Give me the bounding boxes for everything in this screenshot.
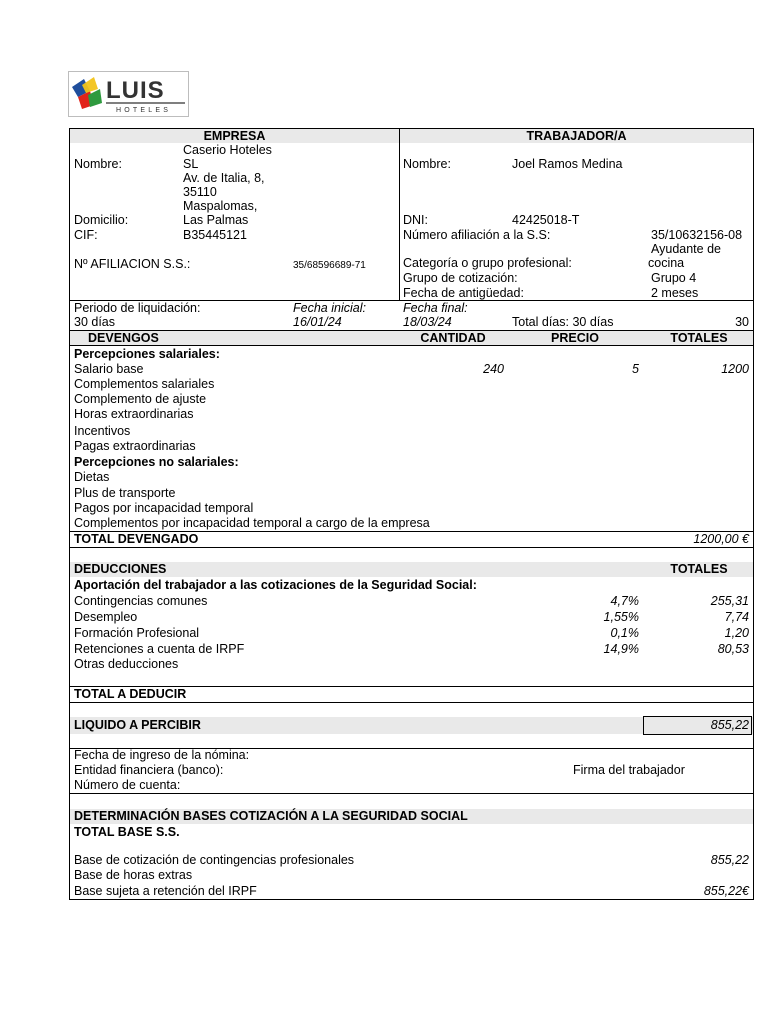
periodo-label: Periodo de liquidación: (74, 301, 201, 315)
list-item: Incentivos (74, 424, 131, 438)
trabajador-header: TRABAJADOR/A (526, 129, 627, 143)
base-contingencias-value: 855,22 (710, 853, 749, 867)
trabajador-afiliacion-label: Número afiliación a la S.S: (403, 228, 551, 242)
empresa-nombre-label: Nombre: (74, 157, 122, 171)
col-cantidad: CANTIDAD (420, 331, 486, 345)
base-horas-label: Base de horas extras (74, 868, 193, 882)
base-irpf-label: Base sujeta a retención del IRPF (74, 884, 257, 898)
deduccion-pct: 14,9% (603, 642, 639, 656)
list-item: Pagas extraordinarias (74, 439, 196, 453)
percepciones-no-salariales-heading: Percepciones no salariales: (74, 455, 239, 469)
total-deducir-label: TOTAL A DEDUCIR (74, 687, 187, 701)
entidad-label: Entidad financiera (banco): (74, 763, 224, 777)
deduccion-label: Formación Profesional (74, 626, 200, 640)
deduccion-total: 255,31 (710, 594, 749, 608)
periodo-dias: 30 días (74, 315, 116, 329)
deducciones-header: DEDUCCIONES (74, 562, 167, 576)
empresa-cif: B35445121 (183, 228, 247, 242)
trabajador-nombre: Joel Ramos Medina (512, 157, 623, 171)
empresa-domicilio-line2: 35110 (183, 185, 217, 199)
empresa-cif-label: CIF: (74, 228, 98, 242)
logo-name: LUIS (106, 77, 165, 104)
trabajador-categoria-line2: cocina (648, 256, 685, 270)
empresa-header: EMPRESA (203, 129, 266, 143)
total-devengado-value: 1200,00 € (693, 532, 749, 546)
trabajador-antiguedad: 2 meses (651, 286, 699, 300)
empresa-domicilio-line1: Av. de Italia, 8, (183, 171, 265, 185)
list-item: Complementos por incapacidad temporal a cargo de la empresa (74, 516, 430, 530)
salario-total: 1200 (721, 362, 749, 376)
logo-sub: HOTELES (116, 107, 172, 114)
total-dias-value: 30 (735, 315, 749, 329)
deduccion-pct: 0,1% (610, 626, 639, 640)
salario-base-label: Salario base (74, 362, 144, 376)
col-precio: PRECIO (551, 331, 599, 345)
deduccion-label: Contingencias comunes (74, 594, 208, 608)
empresa-domicilio-line3: Maspalomas, (183, 199, 258, 213)
trabajador-antiguedad-label: Fecha de antigüedad: (403, 286, 524, 300)
fecha-final-label: Fecha final: (403, 301, 468, 315)
trabajador-afiliacion: 35/10632156-08 (651, 228, 743, 242)
total-base-ss: TOTAL BASE S.S. (74, 825, 180, 839)
empresa-afiliacion-label: Nº AFILIACION S.S.: (74, 257, 191, 271)
salario-precio: 5 (632, 362, 639, 376)
liquido-value: 855,22 (710, 718, 749, 732)
total-devengado-label: TOTAL DEVENGADO (74, 532, 199, 546)
list-item: Dietas (74, 470, 110, 484)
list-item: Plus de transporte (74, 486, 176, 500)
fecha-inicial: 16/01/24 (293, 315, 342, 329)
deducciones-col-totales: TOTALES (670, 562, 728, 576)
trabajador-dni-label: DNI: (403, 213, 428, 227)
list-item: Complemento de ajuste (74, 392, 207, 406)
trabajador-grupo-label: Grupo de cotización: (403, 271, 518, 285)
fecha-ingreso-label: Fecha de ingreso de la nómina: (74, 748, 250, 762)
fecha-final: 18/03/24 (403, 315, 452, 329)
empresa-nombre-line1: Caserio Hoteles (183, 143, 272, 157)
cuenta-label: Número de cuenta: (74, 778, 181, 792)
bases-header: DETERMINACIÓN BASES COTIZACIÓN A LA SEGURIDAD SOCIAL (74, 809, 468, 823)
list-item: Complementos salariales (74, 377, 215, 391)
list-item: Pagos por incapacidad temporal (74, 501, 254, 515)
empresa-domicilio-line4: Las Palmas (183, 213, 249, 227)
trabajador-categoria-line1: Ayudante de (651, 242, 721, 256)
fecha-inicial-label: Fecha inicial: (293, 301, 366, 315)
deduccion-total: 7,74 (724, 610, 749, 624)
deduccion-pct: 4,7% (610, 594, 639, 608)
total-dias-label: Total días: 30 días (512, 315, 614, 329)
percepciones-salariales-heading: Percepciones salariales: (74, 347, 220, 361)
deduccion-pct: 1,55% (603, 610, 639, 624)
liquido-label: LIQUIDO A PERCIBIR (74, 718, 201, 732)
base-irpf-value: 855,22€ (703, 884, 749, 898)
trabajador-grupo: Grupo 4 (651, 271, 697, 285)
trabajador-categoria-label: Categoría o grupo profesional: (403, 256, 572, 270)
deduccion-label: Desempleo (74, 610, 138, 624)
otras-deducciones: Otras deducciones (74, 657, 179, 671)
empresa-nombre-line2: SL (183, 157, 199, 171)
list-item: Horas extraordinarias (74, 407, 194, 421)
salario-cantidad: 240 (483, 362, 504, 376)
aportacion-heading: Aportación del trabajador a las cotizaciones de la Seguridad Social: (74, 578, 477, 592)
base-contingencias-label: Base de cotización de contingencias profesionales (74, 853, 355, 867)
luis-hoteles-logo (68, 71, 189, 117)
trabajador-nombre-label: Nombre: (403, 157, 451, 171)
devengos-header: DEVENGOS (88, 331, 159, 345)
empresa-domicilio-label: Domicilio: (74, 213, 129, 227)
empresa-afiliacion: 35/68596689-71 (293, 260, 366, 271)
col-totales: TOTALES (670, 331, 728, 345)
deduccion-label: Retenciones a cuenta de IRPF (74, 642, 245, 656)
deduccion-total: 80,53 (717, 642, 749, 656)
trabajador-dni: 42425018-T (512, 213, 580, 227)
firma-trabajador: Firma del trabajador (573, 763, 685, 777)
deduccion-total: 1,20 (724, 626, 749, 640)
